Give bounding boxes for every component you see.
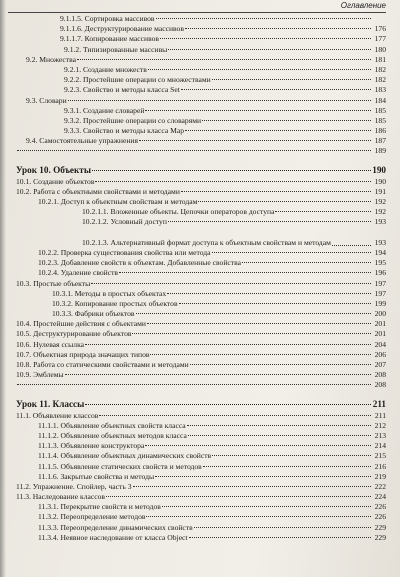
toc-entry-title: 9.3.3. Свойство и методы класса Map [64, 126, 185, 136]
toc-page-number: 177 [374, 34, 386, 44]
toc-entry [0, 380, 400, 390]
toc-dot-leader [203, 466, 371, 467]
toc-page-number: 229 [374, 522, 386, 532]
toc-page-number: 184 [374, 95, 386, 105]
toc-entry-title: 9.1.1.6. Деструктурирование массивов [60, 24, 184, 34]
toc-dot-leader [136, 313, 372, 314]
toc-entry-title: 11.3. Наследование классов [16, 492, 105, 502]
toc-page-number: 211 [372, 398, 386, 409]
toc-dot-leader [119, 272, 371, 273]
toc-entry-title: 10.3.3. Фабрики объектов [52, 309, 135, 319]
toc-dot-leader [133, 486, 372, 487]
toc-page-number: 190 [372, 164, 386, 175]
toc-dot-leader [179, 303, 371, 304]
toc-dot-leader [106, 496, 371, 497]
toc-entry-title: 9.2. Множества [26, 54, 76, 64]
toc-page-number: 190 [374, 176, 386, 186]
toc-entry-title: 10.2.1.3. Альтернативный формат доступа к объектным свойствам и методам [82, 237, 331, 247]
toc-entry-title: 10.2.4. Удаление свойств [38, 268, 118, 278]
toc-entry [0, 523, 400, 533]
toc-page-number: 195 [374, 258, 386, 268]
toc-page-number: 182 [374, 75, 386, 85]
toc-entry [0, 451, 400, 461]
table-of-contents [0, 14, 400, 543]
toc-entry [0, 248, 400, 258]
toc-page-number: 216 [374, 461, 386, 471]
toc-entry-title: 11.1.5. Объявление статических свойств и методов [38, 461, 202, 471]
toc-entry-title: 9.2.1. Создание множеств [64, 64, 147, 74]
toc-entry-title: 9.3.2. Простейшие операции со словарями [64, 115, 202, 125]
toc-entry [0, 116, 400, 126]
toc-entry-title: 9.2.2. Простейшие операции со множествами [64, 75, 211, 85]
toc-entry [0, 45, 400, 55]
toc-page-number: 208 [374, 380, 386, 390]
toc-page-number: 180 [374, 44, 386, 54]
toc-dot-leader [150, 354, 371, 355]
toc-page-number: 211 [374, 410, 386, 420]
toc-entry-title: 10.9. Эмблемы [16, 370, 64, 380]
toc-entry-title: 10.3.2. Копирование простых объектов [52, 298, 178, 308]
toc-entry-title: 9.1.1.7. Копирование массивов [60, 34, 159, 44]
toc-dot-leader [162, 506, 371, 507]
toc-dot-leader [187, 425, 371, 426]
toc-page-number: 197 [374, 278, 386, 288]
toc-entry [0, 96, 400, 106]
toc-page-number: 176 [374, 24, 386, 34]
toc-entry [0, 421, 400, 431]
toc-entry [0, 319, 400, 329]
toc-entry [0, 65, 400, 75]
toc-dot-leader [160, 38, 371, 39]
toc-dot-leader [190, 364, 371, 365]
toc-entry-title: 9.1.2. Типизированные массивы [64, 44, 168, 54]
toc-entry [0, 340, 400, 350]
toc-entry [0, 472, 400, 482]
toc-entry-title: 11.1.6. Закрытые свойства и методы [38, 471, 155, 481]
toc-entry [0, 187, 400, 197]
toc-entry [0, 217, 400, 227]
toc-entry [0, 136, 400, 146]
toc-entry [0, 268, 400, 278]
toc-entry [0, 279, 400, 289]
toc-entry [0, 126, 400, 136]
toc-page-number: 192 [374, 197, 386, 206]
toc-entry [0, 441, 400, 451]
toc-entry [0, 228, 400, 248]
toc-entry [0, 512, 400, 522]
toc-entry-title: 10.1. Создание объектов [16, 176, 95, 186]
toc-entry-title: 10.7. Объектная природа значащих типов [16, 349, 150, 359]
toc-page-number: 201 [374, 319, 386, 329]
toc-entry [0, 309, 400, 319]
toc-dot-leader [146, 516, 371, 517]
toc-entry-title: 9.3.1. Создание словарей [64, 105, 145, 115]
toc-entry [0, 431, 400, 441]
toc-entry-title: 10.2. Работа с объектными свойствами и методами [16, 186, 180, 196]
toc-entry [0, 24, 400, 34]
toc-page-number: 213 [374, 430, 386, 440]
toc-entry-title: 9.3. Словари [26, 95, 67, 105]
toc-entry [0, 289, 400, 299]
toc-dot-leader [185, 130, 371, 131]
toc-dot-leader [99, 415, 371, 416]
toc-entry-title: 10.2.1. Доступ к объектным свойствам и методам [38, 197, 198, 206]
toc-page-number: 204 [374, 339, 386, 349]
toc-dot-leader [188, 435, 371, 436]
toc-entry-title: 9.4. Самостоятельные упражнения [26, 136, 138, 146]
toc-entry-title: 10.2.3. Добавление свойств к объектам. Добавленные свойства [38, 258, 241, 268]
toc-dot-leader [77, 59, 371, 60]
toc-dot-leader [242, 262, 371, 263]
toc-page-number: 193 [374, 237, 386, 247]
toc-dot-leader [212, 79, 371, 80]
toc-dot-leader [92, 170, 371, 171]
toc-page-number: 181 [374, 54, 386, 64]
toc-dot-leader [181, 191, 371, 192]
toc-page-number: 182 [374, 64, 386, 74]
toc-entry-title: 10.2.1.2. Условный доступ [82, 217, 167, 227]
toc-page-number: 185 [374, 105, 386, 115]
toc-page-number: 222 [374, 481, 386, 491]
toc-dot-leader [168, 49, 371, 50]
toc-page-number: 192 [374, 207, 386, 217]
toc-dot-leader [194, 527, 371, 528]
toc-dot-leader [275, 211, 371, 212]
toc-dot-leader [332, 245, 371, 246]
toc-dot-leader [68, 100, 371, 101]
toc-entry [0, 329, 400, 339]
toc-page-number: 200 [374, 309, 386, 319]
toc-dot-leader [91, 283, 371, 284]
toc-page-number: 189 [374, 146, 386, 156]
header-rule [8, 12, 386, 13]
toc-dot-leader [198, 201, 371, 202]
toc-page-number: 196 [374, 268, 386, 278]
toc-dot-leader [168, 221, 371, 222]
toc-dot-leader [202, 120, 371, 121]
toc-entry [0, 14, 400, 24]
toc-entry-title: 11.1.1. Объявление объектных свойств класса [38, 420, 186, 430]
toc-entry-title: 9.2.3. Свойство и методы класса Set [64, 85, 180, 95]
toc-page-number: 197 [374, 288, 386, 298]
toc-page-number: 212 [374, 420, 386, 430]
toc-dot-leader [145, 445, 371, 446]
toc-entry [0, 207, 400, 217]
toc-lesson-heading [0, 397, 400, 411]
toc-page-number: 194 [374, 247, 386, 257]
toc-entry-title: 11.2. Упражнение. Спойлер, часть 3 [16, 481, 132, 491]
toc-page-number: 226 [374, 502, 386, 512]
toc-dot-leader [85, 404, 371, 405]
toc-dot-leader [212, 455, 371, 456]
toc-entry-title: 10.4. Простейшие действия с объектами [16, 319, 146, 329]
toc-page-number: 226 [374, 512, 386, 522]
toc-entry [0, 177, 400, 187]
toc-page-number: 208 [374, 370, 386, 380]
toc-dot-leader [156, 18, 372, 19]
toc-page-number: 183 [374, 85, 386, 95]
toc-entry [0, 360, 400, 370]
toc-entry [0, 55, 400, 65]
toc-page-number: 193 [374, 217, 386, 227]
toc-page-number: 206 [374, 349, 386, 359]
toc-entry-title: 11.1.3. Объявление конструктора [38, 441, 145, 451]
toc-dot-leader [17, 150, 371, 151]
toc-entry [0, 462, 400, 472]
toc-dot-leader [185, 28, 371, 29]
toc-entry-title: 11.1.4. Объявление объектных динамических свойств [38, 451, 212, 461]
toc-entry [0, 482, 400, 492]
toc-entry [0, 502, 400, 512]
toc-dot-leader [167, 293, 371, 294]
toc-page-number: 215 [374, 451, 386, 461]
toc-entry [0, 350, 400, 360]
toc-entry [0, 34, 400, 44]
toc-dot-leader [181, 89, 371, 90]
toc-entry [0, 299, 400, 309]
toc-dot-leader [65, 374, 371, 375]
toc-dot-leader [95, 181, 371, 182]
toc-entry-title: 10.6. Нулевая ссылка [16, 339, 85, 349]
toc-entry-title: 10.3. Простые объекты [16, 278, 91, 288]
toc-entry [0, 533, 400, 543]
toc-lesson-heading [0, 163, 400, 177]
toc-dot-leader [212, 252, 371, 253]
toc-entry [0, 75, 400, 85]
toc-entry [0, 197, 400, 207]
toc-entry-title: 10.3.1. Методы в простых объектах [52, 288, 167, 298]
toc-page-number: 219 [374, 471, 386, 481]
toc-entry-title: 11.3.3. Переопределение динамических свойств [38, 522, 193, 532]
toc-page-number: 201 [374, 329, 386, 339]
toc-entry [0, 146, 400, 156]
toc-dot-leader [189, 537, 371, 538]
toc-dot-leader [155, 476, 371, 477]
toc-page-number: 191 [374, 186, 386, 196]
toc-page-number: 207 [374, 360, 386, 370]
toc-entry-title: 9.1.1.5. Сортировка массивов [60, 14, 155, 23]
toc-page-number: 229 [374, 532, 386, 542]
toc-entry [0, 492, 400, 502]
running-head: Оглавление [340, 1, 386, 10]
toc-dot-leader [147, 323, 371, 324]
toc-dot-leader [145, 110, 371, 111]
toc-entry-title: 10.2.2. Проверка существования свойства или метода [38, 247, 211, 257]
toc-entry [0, 106, 400, 116]
toc-dot-leader [139, 140, 371, 141]
toc-entry-title: 10.5. Деструктурирование объектов [16, 329, 132, 339]
toc-entry-title: 11.3.4. Неявное наследование от класса Object [38, 532, 188, 542]
toc-entry-title: 10.8. Работа со статическими свойствами и методами [16, 360, 189, 370]
toc-page-number: 185 [374, 115, 386, 125]
toc-dot-leader [132, 333, 371, 334]
toc-page-number: 214 [374, 441, 386, 451]
toc-entry-title: 11.3.2. Переопределение методов [38, 512, 146, 522]
toc-entry-title: Урок 10. Объекты [16, 164, 91, 175]
toc-entry-title: 11.1. Объявление классов [16, 410, 99, 420]
toc-page-number: 224 [374, 492, 386, 502]
toc-dot-leader [17, 384, 371, 385]
toc-page-number: 199 [374, 298, 386, 308]
toc-entry-title: 11.3.1. Перекрытие свойств и методов [38, 502, 161, 512]
toc-entry-title: 10.2.1.1. Вложенные объекты. Цепочки операторов доступа [82, 207, 275, 217]
toc-entry [0, 258, 400, 268]
toc-entry-title: 11.1.2. Объявление объектных методов класса [38, 430, 187, 440]
toc-entry-title: Урок 11. Классы [16, 398, 85, 409]
toc-page-number: 187 [374, 136, 386, 146]
toc-entry [0, 411, 400, 421]
toc-entry [0, 370, 400, 380]
toc-dot-leader [148, 69, 371, 70]
toc-entry [0, 85, 400, 95]
toc-dot-leader [85, 344, 371, 345]
toc-page-number: 186 [374, 126, 386, 136]
